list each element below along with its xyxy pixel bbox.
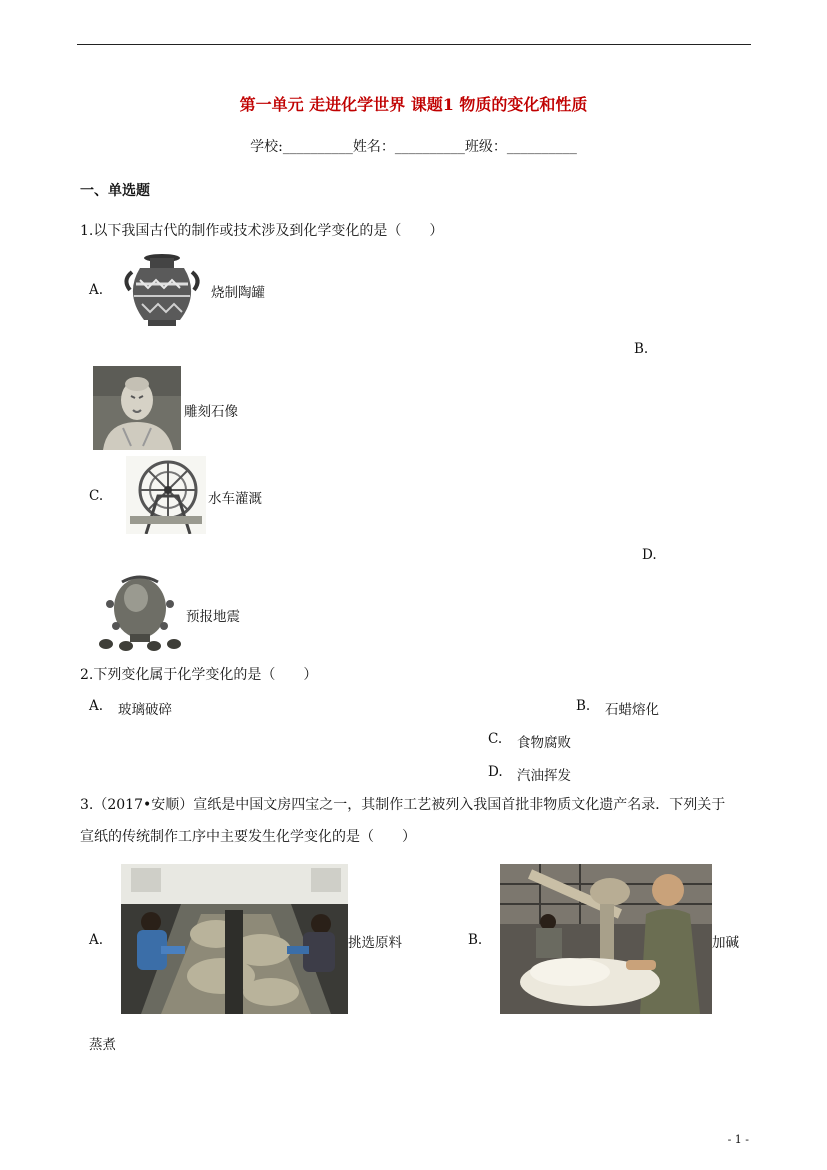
page-number: - 1 - xyxy=(727,1133,749,1146)
question-1-stem: 1.以下我国古代的制作或技术涉及到化学变化的是（ ） xyxy=(80,223,444,239)
q2-option-a-text: 玻璃破碎 xyxy=(118,702,172,718)
q1-option-a-letter[interactable]: A. xyxy=(89,282,104,298)
seismograph-image xyxy=(96,568,184,652)
document-title: 第一单元 走进化学世界 课题1 物质的变化和性质 xyxy=(239,95,588,114)
q2-option-d-text: 汽油挥发 xyxy=(517,768,571,784)
alkali-boiling-photo xyxy=(500,864,712,1014)
q2-option-a-letter[interactable]: A. xyxy=(89,698,104,714)
q1-option-d-letter[interactable]: D. xyxy=(642,547,657,563)
q2-option-c-text: 食物腐败 xyxy=(517,735,571,751)
question-2-stem: 2.下列变化属于化学变化的是（ ） xyxy=(80,667,318,683)
pottery-jar-image xyxy=(118,250,206,330)
q2-option-d-letter[interactable]: D. xyxy=(488,764,503,780)
student-info-line: 学校:__________姓名：__________班级：__________ xyxy=(250,139,577,155)
q1-option-b-letter[interactable]: B. xyxy=(634,341,649,357)
q3-option-a-text: 挑选原料 xyxy=(348,935,402,951)
question-3-stem-line-2: 宣纸的传统制作工序中主要发生化学变化的是（ ） xyxy=(80,829,416,845)
q2-option-b-letter[interactable]: B. xyxy=(576,698,591,714)
section-heading: 一、单选题 xyxy=(80,183,150,199)
q3-option-a-letter[interactable]: A. xyxy=(89,932,104,948)
q1-option-d-text: 预报地震 xyxy=(186,609,240,625)
q3-option-b-letter[interactable]: B. xyxy=(468,932,483,948)
header-rule xyxy=(77,44,751,45)
q2-option-b-text: 石蜡熔化 xyxy=(605,702,659,718)
q1-option-b-text: 雕刻石像 xyxy=(184,404,238,420)
q1-option-c-letter[interactable]: C. xyxy=(89,488,104,504)
selecting-raw-materials-photo xyxy=(121,864,348,1014)
stone-statue-image xyxy=(93,366,181,450)
q3-option-b-text-part-1: 加碱 xyxy=(712,935,739,951)
q1-option-c-text: 水车灌溉 xyxy=(208,491,262,507)
water-wheel-image xyxy=(126,456,206,534)
q2-option-c-letter[interactable]: C. xyxy=(488,731,503,747)
q3-option-b-text-part-2: 蒸煮 xyxy=(89,1037,116,1053)
q1-option-a-text: 烧制陶罐 xyxy=(211,285,265,301)
question-3-stem-line-1: 3.（2017•安顺）宣纸是中国文房四宝之一，其制作工艺被列入我国首批非物质文化遗产名录．下列关于 xyxy=(80,797,726,813)
